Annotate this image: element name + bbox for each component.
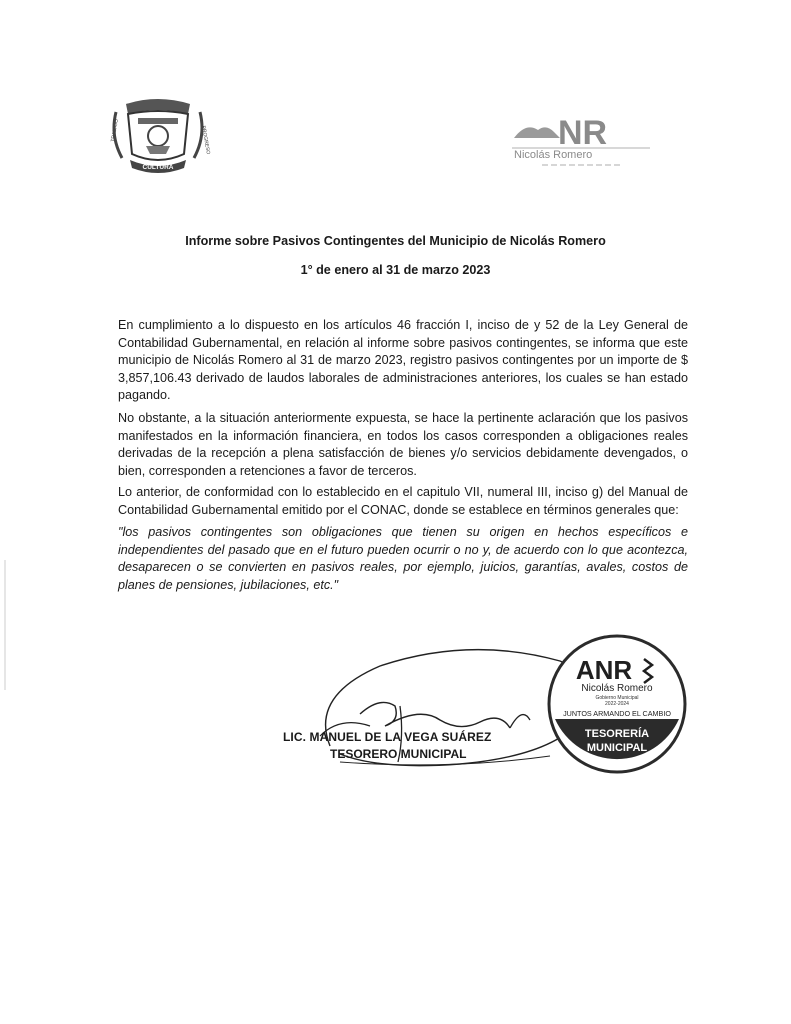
- scan-artifact: [4, 560, 6, 690]
- paragraph-clarification: No obstante, a la situación anteriormente expuesta, se hace la pertinente aclaración que los pasivos manifestados en la información financiera, en todos los casos corresponden a obligaciones reales derivadas de la recepción a plena satisfacción de bienes y/o servicios debidamente devengados, o bien, corresponden a retenciones a favor de terceros.: [118, 411, 688, 478]
- signer-name: LIC. MANUEL DE LA VEGA SUÁREZ: [283, 730, 492, 744]
- municipal-coat-of-arms-icon: [108, 96, 211, 176]
- signer-role: TESORERO MUNICIPAL: [330, 747, 467, 761]
- svg-text:TRABAJO: TRABAJO: [110, 118, 120, 143]
- svg-text:NR: NR: [558, 114, 608, 152]
- nicolas-romero-nr-logo-icon: [512, 110, 652, 172]
- paragraph-compliance: En cumplimiento a lo dispuesto en los artículos 46 fracción I, inciso de y 52 de la Ley General de Contabilidad Gubernamental, en relación al informe sobre pasivos contingentes, se informa que este municipio de Nicolás Romero al 31 de marzo 2023, registro pasivos contingentes por un importe de $ 3,857,106.43 derivado de laudos laborales de administraciones anteriores, los cuales se han estado pagando.: [118, 318, 688, 403]
- seal-sub1: Gobierno Municipal: [595, 695, 639, 701]
- svg-text:Nicolás Romero: Nicolás Romero: [514, 149, 593, 161]
- seal-department-line1: TESORERÍA: [584, 728, 650, 740]
- seal-monogram: ANR: [575, 655, 633, 685]
- seal-wordmark: Nicolás Romero: [581, 683, 653, 694]
- seal-department-line2: MUNICIPAL: [586, 742, 648, 754]
- seal-slogan: JUNTOS ARMANDO EL CAMBIO: [563, 709, 671, 718]
- document-title: Informe sobre Pasivos Contingentes del Municipio de Nicolás Romero: [185, 234, 606, 248]
- svg-text:CULTURA: CULTURA: [142, 164, 174, 171]
- document-period: 1° de enero al 31 de marzo 2023: [300, 263, 491, 277]
- paragraph-quote: "los pasivos contingentes son obligaciones que tienen su origen en hechos específicos e independientes del pasado que en el futuro pueden ocurrir o no y, de acuerdo con lo que acontezca, desaparecen o se convierten en pasivos reales, por ejemplo, juicios, garantías, avales, costos de planes de pensiones, jubilaciones, etc.": [118, 525, 688, 592]
- tesoreria-seal-icon: [546, 633, 688, 775]
- seal-sub2: 2022-2024: [605, 701, 629, 707]
- paragraph-legal-basis: Lo anterior, de conformidad con lo establecido en el capitulo VII, numeral III, inciso g) del Manual de Contabilidad Gubernamental emitido por el CONAC, donde se establece en términos generales que:: [118, 485, 688, 517]
- svg-text:PROGRESO: PROGRESO: [200, 125, 211, 155]
